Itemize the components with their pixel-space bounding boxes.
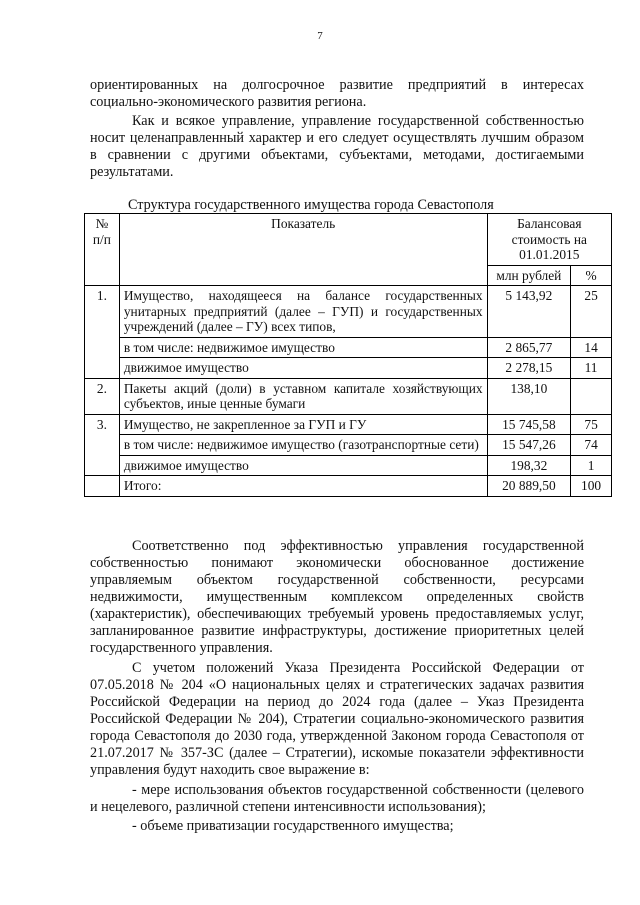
table-title: Структура государственного имущества города Севастополя xyxy=(128,197,494,213)
paragraph-6: - объеме приватизации государственного имущества; xyxy=(132,818,454,834)
paragraph-1: ориентированных на долгосрочное развитие предприятий в интересах социально-экономического развития региона. xyxy=(90,77,584,110)
table-row xyxy=(85,358,612,379)
header-num: № п/п xyxy=(85,214,120,286)
row-pct: 14 xyxy=(571,337,612,358)
row-pct: 74 xyxy=(571,435,612,456)
page-number: 7 xyxy=(317,30,323,42)
table-row xyxy=(85,337,612,358)
row-indicator: Итого: xyxy=(119,476,487,497)
row-indicator: движимое имущество xyxy=(119,358,487,379)
row-value: 138,10 xyxy=(487,378,571,414)
header-unit-rub: млн рублей xyxy=(487,265,571,286)
header-balance: Балансовая стоимость на 01.01.2015 xyxy=(487,214,611,266)
header-unit-pct: % xyxy=(571,265,612,286)
paragraph-4: С учетом положений Указа Президента Российской Федерации от 07.05.2018 № 204 «О национальных целях и стратегических задачах развития Российской Федерации на период до 2024 года (далее – Указ Президента Российской Федерации № 204), Стратегии социально-экономического развития города Севастополя до 2030 года, утвержденной Законом города Севастополя от 21.07.2017 № 357-ЗС (далее – Стратегии), искомые показатели эффективности управления будут находить свое выражение в: xyxy=(90,660,584,778)
table-total-row xyxy=(85,476,612,497)
row-indicator: Имущество, находящееся на балансе государственных унитарных предприятий (далее – ГУП) и государственных учреждений (далее – ГУ) всех типов, xyxy=(119,286,487,338)
row-indicator: движимое имущество xyxy=(119,455,487,476)
row-num: 2. xyxy=(85,378,120,414)
row-value: 198,32 xyxy=(487,455,571,476)
header-indicator: Показатель xyxy=(119,214,487,286)
row-pct xyxy=(571,378,612,414)
paragraph-5: - мере использования объектов государственной собственности (целевого и нецелевого, различной степени интенсивности использования); xyxy=(90,782,584,815)
row-value: 15 745,58 xyxy=(487,414,571,435)
row-value: 15 547,26 xyxy=(487,435,571,456)
row-value: 20 889,50 xyxy=(487,476,571,497)
row-pct: 11 xyxy=(571,358,612,379)
row-value: 2 865,77 xyxy=(487,337,571,358)
row-pct: 75 xyxy=(571,414,612,435)
table-row xyxy=(85,414,612,435)
row-num xyxy=(85,476,120,497)
paragraph-2: Как и всякое управление, управление государственной собственностью носит целенаправленный характер и его следует осуществлять лучшим образом в сравнении с другими объектами, субъектами, методами, достигаемыми результатами. xyxy=(90,113,584,180)
table-row xyxy=(85,286,612,338)
row-indicator: Пакеты акций (доли) в уставном капитале хозяйствующих субъектов, иные ценные бумаги xyxy=(119,378,487,414)
table-row xyxy=(85,435,612,456)
row-value: 5 143,92 xyxy=(487,286,571,338)
paragraph-3: Соответственно под эффективностью управления государственной собственностью понимают экономически обоснованное достижение управляемым объектом государственной собственности, ресурсами недвижимости, имущественным комплексом определенных свойств (характеристик), обеспечивающих требуемый уровень предоставляемых услуг, запланированное развитие инфраструктуры, достижение приоритетных целей государственного управления. xyxy=(90,538,584,656)
table-row xyxy=(85,455,612,476)
row-pct: 100 xyxy=(571,476,612,497)
table-header-row xyxy=(85,214,612,266)
row-indicator: в том числе: недвижимое имущество xyxy=(119,337,487,358)
table-row xyxy=(85,378,612,414)
row-pct: 1 xyxy=(571,455,612,476)
property-structure-table xyxy=(84,213,612,497)
row-num: 3. xyxy=(85,414,120,476)
row-indicator: Имущество, не закрепленное за ГУП и ГУ xyxy=(119,414,487,435)
row-indicator: в том числе: недвижимое имущество (газотранспортные сети) xyxy=(119,435,487,456)
row-pct: 25 xyxy=(571,286,612,338)
row-num: 1. xyxy=(85,286,120,379)
row-value: 2 278,15 xyxy=(487,358,571,379)
